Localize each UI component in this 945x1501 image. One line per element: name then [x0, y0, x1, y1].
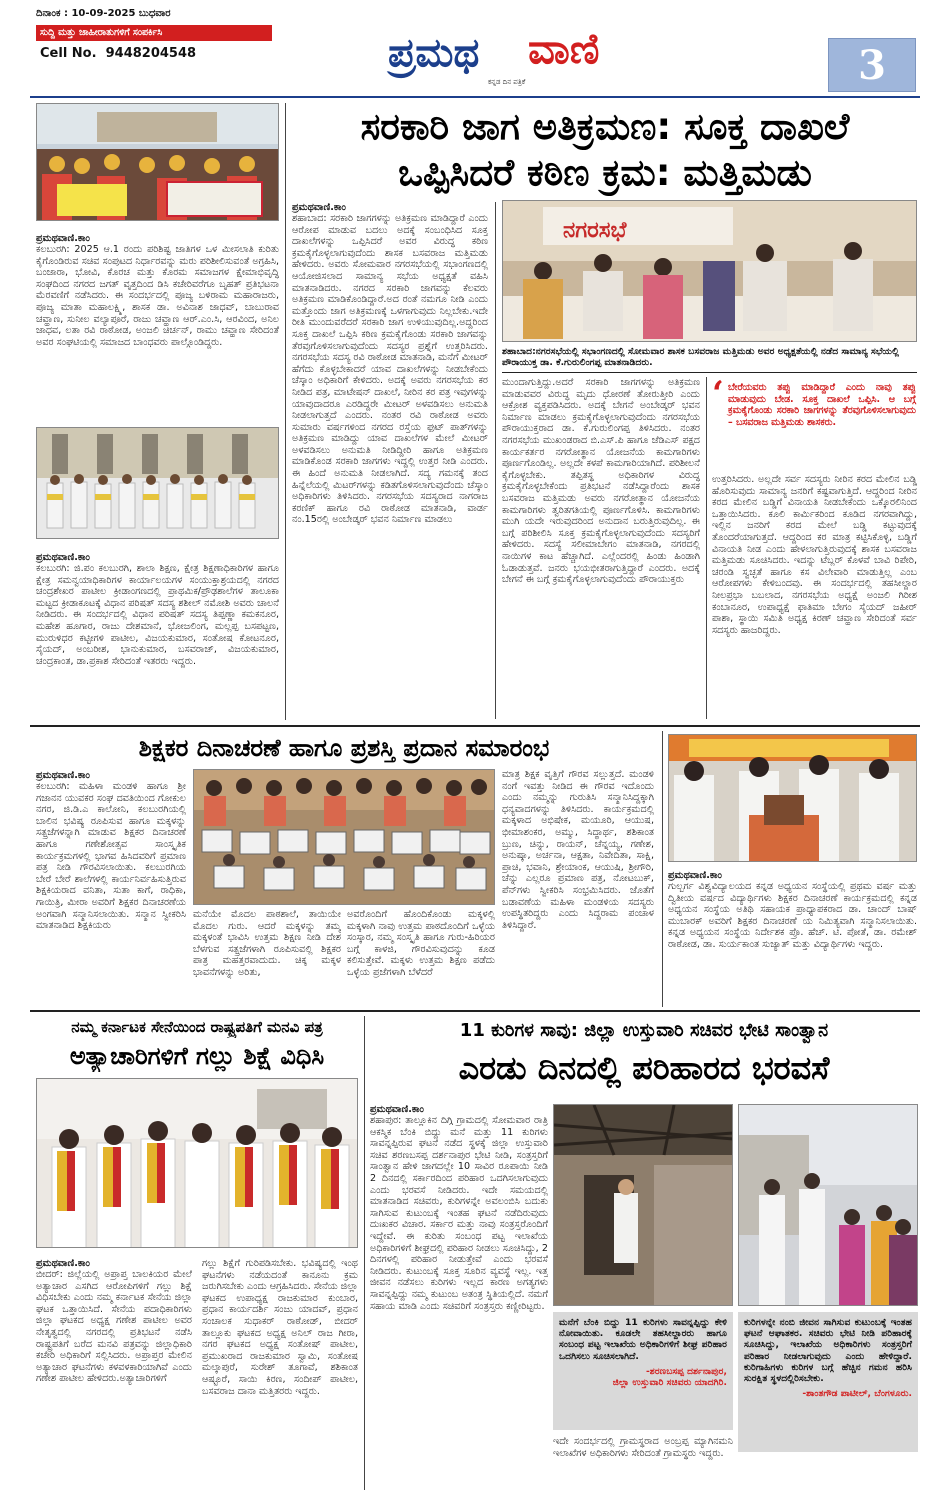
sheep-story-tail [553, 1436, 733, 1482]
column-divider [662, 731, 663, 1007]
article-body: ಮನೆಯೇ ಮೊದಲ ಪಾಠಶಾಲೆ, ತಾಯಿಯೇ ಮೊದಲ ಗುರು. ಆದರೆ ಮಕ್ಕಳನ್ನು ತಮ್ಮ ಮಕ್ಕಳಂತೆ ಭಾವಿಸಿ ಉತ್ತಮ ಶಿಕ್ಷಣ ನೀಡಿ ದೇಶ ಬೆಳಗುವ ಸತ್ಪ್ರಜೆಗಳಾಗಿ ರೂಪಿಸುವಲ್ಲಿ ಶಿಕ್ಷಕರ ಪಾತ್ರ ಮಹತ್ತರವಾದುದು. ಚಿಕ್ಕ ಮಕ್ಕಳ ಭಾವನೆಗಳನ್ನು ಅರಿತು, [193, 909, 341, 978]
byline: ಪ್ರಮಥವಾಣಿ.ಕಾಂ [36, 770, 90, 781]
article-body: ಕಲಬುರಗಿ: 2025 ಆ.1 ರಂದು ಪರಿಶಿಷ್ಟ ಜಾತಿಗಳ ಒಳ ಮೀಸಲಾತಿ ಕುರಿತು ಕೈಗೊಂಡಿರುವ ಸಚಿವ ಸಂಪುಟದ ನಿರ್ಧಾರವನ್ನು ಮರು ಪರಿಶೀಲಿಸುವಂತೆ ಅಗ್ರಹಿಸಿ, ಬಂಜಾರಾ, ಭೋವಿ, ಕೊರಚ ಮತ್ತು ಕೊರಮ ಸಮಾಜಗಳ ಕ್ಷೇಮಾಭಿವೃದ್ಧಿ ಸಂಘದಿಂದ ನಗರದ ಜಗತ್ ವೃತ್ತದಿಂದ ಡಿಸಿ ಕಚೇರಿವರೆಗೂ ಬೃಹತ್ ಪ್ರತಿಭಟನಾ ಮೆರವಣಿಗೆ ನಡೆಸಿದರು. ಈ ಸಂದರ್ಭದಲ್ಲಿ ಪೂಜ್ಯ ಬಳಿರಾಮ ಮಹಾರಾಜರು, ಪೂಜ್ಯ ಮಾತಾ ಮಹಾಲಕ್ಷ್ಮಿ, ಶಾಸಕ ಡಾ. ಅವಿನಾಶ ಜಾಧವ್, ಬಾಬುರಾವ ಚವ್ಹಾಣ, ಸುನೀಲ ವಲ್ಯಾಪೂರೆ, ರಾಜು ಚವ್ಹಾಣ ಆರ್.ಎಂ.ಸಿ, ಆರವಿಂದ, ಅನಿಲ ಜಾಧವ, ಲತಾ ರವಿ ರಾಠೋಡ, ಅಂಜಲಿ ಚಿರ್ಚನ್, ರಾಮು ಚವ್ಹಾಣ ಸೇರಿದಂತೆ ಅವರ ಸಂಘಟಿಯಲ್ಲಿ ಸಮಾಜದ ಬಾಂಧವರು ಪಾಲ್ಗೊಂಡಿದ್ದರು. [36, 244, 279, 348]
sheep-story-body [370, 1104, 548, 1453]
column-divider [706, 377, 707, 719]
quote-mark-icon: ‘ [712, 374, 724, 414]
cell-number: Cell No. 9448204548 [40, 46, 197, 61]
teachers-day-headline: ಶಿಕ್ಷಕರ ದಿನಾಚರಣೆ ಹಾಗೂ ಪ್ರಶಸ್ತಿ ಪ್ರದಾನ ಸಮಾರಂಭ [138, 734, 550, 762]
shepherd-quote-box [738, 1312, 918, 1452]
sene-headline: ಅತ್ಯಾಚಾರಿಗಳಿಗೆ ಗಲ್ಲು ಶಿಕ್ಷೆ ವಿಧಿಸಿ [69, 1042, 325, 1070]
minister-quote-box [553, 1312, 733, 1430]
article-body: ಶಹಾಪುರ: ತಾಲ್ಲೂಕಿನ ದಿಗ್ಗಿ ಗ್ರಾಮದಲ್ಲಿ ಸೋಮವಾರ ರಾತ್ರಿ ಆಕಸ್ಮಿಕ ಬೆಂಕಿ ಬಿದ್ದು ಮನೆ ಮತ್ತು 11 ಕುರಿಗಳು ಸಾವನ್ನಪ್ಪಿರುವ ಘಟನೆ ನಡೆದ ಸ್ಥಳಕ್ಕೆ ಜಿಲ್ಲಾ ಉಸ್ತುವಾರಿ ಸಚಿವ ಶರಣಬಸಪ್ಪ ದರ್ಶನಾಪುರ ಭೇಟಿ ನೀಡಿ, ಸಂತ್ರಸ್ತರಿಗೆ ಸಾಂತ್ವಾನ ಹೇಳಿ ಜಾಗದಲ್ಲೇ 10 ಸಾವಿರ ರೂಪಾಯಿ ನೀಡಿ 2 ದಿನದಲ್ಲಿ ಸರ್ಕಾರದಿಂದ ಪರಿಹಾರ ಒದಗಿಸಲಾಗುವುದು ಎಂದು ಭರವಸೆ ನೀಡಿದರು. ಇದೇ ಸಮಯದಲ್ಲಿ ಮಾತನಾಡಿದ ಸಚಿವರು, ಕುರಿಗಳನ್ನೇ ಅವಲಂಬಿಸಿ ಬದುಕು ಸಾಗಿಸುವ ಕುಟುಂಬಕ್ಕೆ ಇಂತಹ ಘಟನೆ ನಡೆದಿರುವುದು ದುಃಖಕರ ವಿಚಾರ. ಸರ್ಕಾರ ಮತ್ತು ನಾವು ಸಂತ್ರಸ್ತರೊಂದಿಗೆ ಇದ್ದೇವೆ. ಈ ಕುರಿತು ಸಂಬಂಧ ಪಟ್ಟ ಇಲಾಖೆಯ ಅಧಿಕಾರಿಗಳಿಗೆ ಶೀಘ್ರದಲ್ಲಿ ಪರಿಹಾರ ನೀಡಲು ಸೂಚಿಸಿದ್ದು, 2 ದಿನಗಳಲ್ಲಿ ಪರಿಹಾರ ನೀಡುತ್ತೇವೆ ಎಂದು ಭರವಸೆ ನೀಡಿದರು. ಕುಟುಂಬಕ್ಕೆ ಸೂಕ್ತ ಸೂರಿನ ವ್ಯವಸ್ಥೆ ಇಲ್ಲ. ಇತ್ತ ಜೀವನ ನಡೆಸಲು ಕುರಿಗಳು ಇಲ್ಲದ ಕಾರಣ ಅಗತ್ಯಗಳು ಸಾವನ್ನಪ್ಪಿದ್ದು ನಮ್ಮ ಕುಟುಂಬ ಅತಂತ್ರ ಸ್ಥಿತಿಯಲ್ಲಿದೆ. ನಮಗೆ ಸಹಾಯ ಮಾಡಿ ಎಂದು ಸಚಿವರಿಗೆ ಸಂತ್ರಸ್ತರು ಕಣ್ಣೀರಿಟ್ಟರು. [370, 1115, 548, 1312]
byline: ಪ್ರಮಥವಾಣಿ.ಕಾಂ [370, 1104, 424, 1115]
page-number-box [828, 38, 916, 92]
lead-headline-line1: ಸರಕಾರಿ ಜಾಗ ಅತಿಕ್ರಮಣ: ಸೂಕ್ತ ದಾಖಲೆ [360, 105, 850, 148]
shepherd-quote-text: ಕುರಿಗಳನ್ನೇ ನಂಬಿ ಜೀವನ ಸಾಗಿಸುವ ಕುಟುಂಬಕ್ಕೆ ಇಂತಹ ಘಟನೆ ಆಘಾತಕರ. ಸಚಿವರು ಭೇಟಿ ನೀಡಿ ಪರಿಹಾರಕ್ಕೆ ಸೂಚಿಸಿದ್ದು, ಇಲಾಖೆಯ ಅಧಿಕಾರಿಗಳು ಸಂತ್ರಸ್ತರಿಗೆ ಪರಿಹಾರ ನೀಡಲಾಗುವುದು ಎಂದು ಹೇಳಿದ್ದಾರೆ. ಕುರಿಗಾಹಿಗಳು ಕುರಿಗಳ ಬಗ್ಗೆ ಹೆಚ್ಚಿನ ಗಮನ ಹರಿಸಿ ಸುರಕ್ಷಿತ ಸ್ಥಳದಲ್ಲಿರಿಸಬೇಕು. [744, 1317, 912, 1385]
article-body: ಮುಂದಾಗುತ್ತಿದ್ದು.ಅದರೆ ಸರಕಾರಿ ಜಾಗಗಳನ್ನು ಅತಿಕ್ರಮಣ ಮಾಡುವವರ ವಿರುದ್ಧ ಮೃದು ಧೋರಣೆ ತೋರುತ್ತೀರಿ ಎಂದು ಆಕ್ರೋಶ ವ್ಯಕ್ತಪಡಿಸಿದರು. ಅದಕ್ಕೆ ಬೇಗನೆ ಅಂಬೇಡ್ಕರ್ ಭವನ ನಿರ್ಮಾಣ ಮಾಡಲು ಕ್ರಮಕೈಗೊಳ್ಳಲಾಗುವುದೆಂದು ನಗರಸಭೆಯ ಪೌರಾಯುಕ್ತರಾದ ಡಾ. ಕೆ.ಗುರುಲಿಂಗಪ್ಪ ತಿಳಿಸಿದರು. ನಂತರ ನಗರಸಭೆಯ ಮುಖಂಡರಾದ ಬಿ.ಎಸ್.ಪಿ ಹಾಗೂ ಜೆಡಿಎಸ್ ಪಕ್ಷದ ಕಾರ್ಯಕರ್ತರ ನಗರೋತ್ಥಾನ ಯೋಜನೆಯ ಕಾಮಗಾರಿಗಳು ಪೂರ್ಣಗೊಂಡಿಲ್ಲ. ಅಲ್ಲದೇ ಕಳಪೆ ಕಾಮಗಾರಿಯಾಗಿದೆ. ಪರಿಶೀಲನೆ ಕೈಗೊಳ್ಳಬೇಕು. ತಪ್ಪಿತಸ್ಥ ಅಧಿಕಾರಿಗಳ ವಿರುದ್ಧ ಕ್ರಮಕೈಗೊಳ್ಳಬೇಕೆಂದು ಪ್ರತಿಭಟನೆ ನಡೆಸಿದ್ದಾರೆಂದು ಶಾಸಕ ಬಸವರಾಜ ಮತ್ತಿಮಡು ಅವರು ನಗರೋತ್ಥಾನ ಯೋಜನೆಯ ಕಾಮಗಾರಿಗಳು ತ್ವರಿತಗತಿಯಲ್ಲಿ ಪೂರ್ಣಗೊಳಿಸಿ. ಕಾಮಗಾರಿಗಳು ಮುಗಿ ಯದೇ ಇರುವುದರಿಂದ ಅನುದಾನ ಬರುತ್ತಿರುವುದಿಲ್ಲ. ಈ ಬಗ್ಗೆ ಪರಿಶೀಲಿಸಿ ಸೂಕ್ತ ಕ್ರಮಕೈಗೊಳ್ಳಲಾಗುವುದೆಂದು ಸದಸ್ಯರಿಗೆ ಹೇಳಿದರು. ಸದಸ್ಯೆ ಸಲೀಮಾಬೇಗಂ ಮಾತನಾಡಿ, ನಗರದಲ್ಲಿ ನಾಯಿಗಳ ಕಾಟ ಹೆಚ್ಚಾಗಿದೆ. ಎಲ್ಲೆಂದರಲ್ಲಿ ಹಿಂಡು ಹಿಂಡಾಗಿ ಓಡಾಡುತ್ತವೆ. ಜನರು ಭಯಭೀತರಾಗುತ್ತಿದ್ದಾರೆ ಎಂದರು. ಅದಕ್ಕೆ ಬೇಗನೆ ಈ ಬಗ್ಗೆ ಕ್ರಮಕೈಗೊಳ್ಳಲಾಗುವುದೆಂದು ಪೌರಾಯುಕ್ತರು [502, 377, 700, 586]
ad-contact-banner: ಸುದ್ದಿ ಮತ್ತು ಜಾಹೀರಾತುಗಳಿಗೆ ಸಂಪರ್ಕಿಸಿ [36, 25, 272, 41]
article-body: ಉತ್ತರಿಸಿದರು. ಅಲ್ಲದೇ ಸರ್ವ ಸದಸ್ಯರು ನೀರಿನ ಕರದ ಮೇಲಿನ ಬಡ್ಡಿ ಹೊರಿಸುವುದು ಸಾಮಾನ್ಯ ಜನರಿಗೆ ಕಷ್ಟವಾಗುತ್ತಿದೆ. ಆದ್ದರಿಂದ ನೀರಿನ ಕರದ ಮೇಲಿನ ಬಡ್ಡಿಗೆ ವಿನಾಯತಿ ನೀಡಬೇಕೆಂದು ಒಕ್ಕೊರಲಿನಿಂದ ಒತ್ತಾಯಿಸಿದರು. ಕೂಲಿ ಕಾರ್ಮಿಕರಿಂದ ಕೂಡಿದ ನಗರವಾಗಿದ್ದು, ಇಲ್ಲಿನ ಜನರಿಗೆ ಕರದ ಮೇಲೆ ಬಡ್ಡಿ ಕಟ್ಟುವುದಕ್ಕೆ ತೊಂದರೆಯಾಗುತ್ತದೆ. ಆದ್ದರಿಂದ ಕರ ಮಾತ್ರ ಕಟ್ಟಿಸಿಕೊಳ್ಳಿ, ಬಡ್ಡಿಗೆ ವಿನಾಯತಿ ನೀಡ ಎಂದು ಹೇಳಲಾಗುತ್ತಿರುವುದಕ್ಕೆ ಶಾಸಕ ಬಸವರಾಜ ಮತ್ತಿಮಡು ಸೂಚಿಸಿದರು. ಇದನ್ನು ಟೆಬ್ಲರ್ ಕೊಳವೆ ಬಾವಿ ರಿಪೇರಿ, ಚರಂಡಿ ಸ್ವಚ್ಛತೆ ಹಾಗೂ ಕಸ ವಿಲೇವಾರಿ ಮಾಡುತ್ತಿಲ್ಲ ಎಂಬ ಆರೋಪಗಳು ಕೇಳಿಬಂದವು. ಈ ಸಂದರ್ಭದಲ್ಲಿ ತಹಸೀಲ್ದಾರ ನೀಲಪ್ರಭಾ ಬಬಲಾದ, ನಗರಸಭೆಯ ಅಧ್ಯಕ್ಷೆ ಅಂಜಲಿ ಗಿರೀಶ ಕಂಬಾನೂರ, ಉಪಾಧ್ಯಕ್ಷೆ ಫಾತಿಮಾ ಬೇಗಂ ಸೈಯದ್ ಜಹೀರ್ ಪಾಶಾ, ಸ್ಥಾಯಿ ಸಮಿತಿ ಅಧ್ಯಕ್ಷ ಕಿರಣ್ ಚವ್ಹಾಣ ಸೇರಿದಂತೆ ಸರ್ವ ಸದಸ್ಯರು ಹಾಜರಿದ್ದರು. [712, 474, 917, 636]
teachers-story-col3 [502, 769, 654, 1005]
byline: ಪ್ರಮಥವಾಣಿ.ಕಾಂ [668, 870, 722, 881]
article-body: ಅವರೊಂದಿಗೆ ಹೊಂದಿಕೊಂಡು ಮಕ್ಕಳಲ್ಲಿ ಮಕ್ಕಳಾಗಿ ನಾವು ಉತ್ತಮ ಪಾಠದೊಂದಿಗೆ ಒಳ್ಳೆಯ ಸಂಸ್ಕಾರ, ನಮ್ಮ ಸಂಸ್ಕೃತಿ ಹಾಗೂ ಗುರು-ಹಿರಿಯರ ಬಗ್ಗೆ ಕಾಳಜಿ, ಗೌರವಿಸುವುದನ್ನು ಕೂಡ ಕಲಿಸುತ್ತೇವೆ. ಮಕ್ಕಳು ಉತ್ತಮ ಶಿಕ್ಷಣ ಪಡೆದು ಒಳ್ಳೆಯ ಪ್ರಜೆಗಳಾಗಿ ಬೆಳೆದರೆ [347, 909, 495, 978]
minister-quote-text: ಮನೆಗೆ ಬೆಂಕಿ ಬಿದ್ದು 11 ಕುರಿಗಳು ಸಾವನ್ನಪ್ಪಿದ್ದು ಕೇಳಿ ನೋವಾಯಿತು. ಕೂಡಲೇ ತಹಸೀಲ್ದಾರರು ಹಾಗೂ ಸಂಬಂಧ ಪಟ್ಟ ಇಲಾಖೆಯ ಅಧಿಕಾರಿಗಳಿಗೆ ಶೀಘ್ರ ಪರಿಹಾರ ಒದಗಿಸಲು ಸೂಚಿಸಲಾಗಿದೆ. [559, 1317, 727, 1362]
lead-headline-line2: ಒಪ್ಪಿಸಿದರೆ ಕಠಿಣ ಕ್ರಮ: ಮತ್ತಿಮಡು [398, 151, 812, 194]
masthead [0, 0, 945, 98]
byline: ಪ್ರಮಥವಾಣಿ.ಕಾಂ [36, 552, 90, 563]
sign-text: ನಗರಸಭೆ [563, 218, 627, 243]
sene-kicker: ನಮ್ಮ ಕರ್ನಾಟಕ ಸೇನೆಯಿಂದ ರಾಷ್ಟ್ರಪತಿಗೆ ಮನವಿ ಪತ್ರ [71, 1018, 323, 1036]
masthead-rule [30, 96, 920, 98]
sports-meet-photo [36, 427, 279, 539]
pull-quote-text: ಬೇರೆಯವರು ತಪ್ಪು ಮಾಡಿದ್ದಾರೆ ಎಂದು ನಾವು ತಪ್ಪು ಮಾಡುವುದು ಬೇಡ. ಸೂಕ್ತ ದಾಖಲೆ ಒಪ್ಪಿಸಿ. ಆ ಬಗ್ಗೆ ಕ್ರಮಕೈಗೊಂಡು ಸರಕಾರಿ ಜಾಗಗಳನ್ನು ತೆರವುಗೊಳಿಸಲಾಗುವುದು – ಬಸವರಾಜ ಮತ್ತಿಮಡು ಶಾಸಕರು. [728, 382, 916, 428]
teachers-story-col2b [347, 909, 495, 1005]
protest-march-photo [36, 103, 279, 221]
story-protest [36, 233, 279, 422]
page-number: 3 [858, 42, 886, 89]
lead-story-col2 [502, 377, 700, 719]
council-meeting-photo [502, 200, 917, 342]
lead-story-col1 [292, 202, 488, 718]
teachers-story-col2 [193, 909, 341, 1005]
caption-rule [502, 372, 917, 373]
byline: ಪ್ರಮಥವಾಣಿ.ಕಾಂ [36, 1258, 90, 1269]
story-sports [36, 552, 279, 715]
section-rule [30, 725, 920, 727]
lead-photo-caption: ಶಹಾಬಾದ:ನಗರಸಭೆಯಲ್ಲಿ ಸಭಾಂಗಣದಲ್ಲಿ ಸೋಮವಾರ ಶಾಸಕ ಬಸವರಾಜ ಮತ್ತಿಮಡು ಅವರ ಅಧ್ಯಕ್ಷತೆಯಲ್ಲಿ ನಡೆದ ಸಾಮಾನ್ಯ ಸಭೆಯಲ್ಲಿ ಪೌರಾಯುಕ್ತ ಡಾ. ಕೆ.ಗುರುಲಿಂಗಪ್ಪ ಮಾತನಾಡಿದರು. [502, 346, 900, 368]
issue-date: ದಿನಾಂಕ : 10-09-2025 ಬುಧವಾರ [36, 8, 171, 19]
memorandum-submission-photo [36, 1078, 358, 1248]
pull-quote [712, 374, 917, 466]
article-body: ಗಲ್ಲು ಶಿಕ್ಷೆಗೆ ಗುರಿಪಡಿಸಬೇಕು. ಭವಿಷ್ಯದಲ್ಲಿ ಇಂಥ ಘಟನೆಗಳು ನಡೆಯದಂತೆ ಕಾನೂನು ಕ್ರಮ ಜರುಗಿಸಬೇಕು ಎಂದು ಆಗ್ರಹಿಸಿದರು. ಸೇನೆಯ ಜಿಲ್ಲಾ ಘಟಕದ ಉಪಾಧ್ಯಕ್ಷ ರಾಜಕುಮಾರ ಕುಂಬಾರ, ಪ್ರಧಾನ ಕಾರ್ಯದರ್ಶಿ ಸಂಜು ಯಾದವ್, ಪ್ರಧಾನ ಸಂಚಾಲಕ ಸುಧಾಕರ್ ರಾಠೋಡ್, ಬೀದರ್ ತಾಲ್ಲೂಕು ಘಟಕದ ಅಧ್ಯಕ್ಷ ಅನಿಲ್ ರಾಜ ಗೀರಾ, ನಗರ ಘಟಕದ ಅಧ್ಯಕ್ಷ ಸಂತೋಷ್ ಪಾಟೀಲ, ಪ್ರಮುಖರಾದ ರಾಜಕುಮಾರ ಸ್ವಾಮಿ, ಸಂತೋಷ ಮಲ್ಕಾಪುರೆ, ಸುರೇಶ್ ತೂಗಾವೆ, ಶಶಿಕಾಂತ ಆಷ್ಟೂರೆ, ಸಾಯಿ ಕಿರಣ, ಸಂದೀಪ್ ಪಾಟೀಲ, ಬಸವರಾಜ ದಾನಾ ಮತ್ತಿತರರು ಇದ್ದರು. [202, 1258, 358, 1397]
minister-designation: ಜಿಲ್ಲಾ ಉಸ್ತುವಾರಿ ಸಚಿವರು ಯಾದಗಿರಿ. [612, 1377, 727, 1389]
newspaper-logo [388, 24, 648, 92]
column-divider [495, 202, 496, 719]
article-body: ಗುಲ್ಬರ್ಗ ವಿಶ್ವವಿದ್ಯಾಲಯದ ಕನ್ನಡ ಅಧ್ಯಯನ ಸಂಸ್ಥೆಯಲ್ಲಿ ಪ್ರಥಮ ವರ್ಷ ಮತ್ತು ದ್ವಿತೀಯ ವರ್ಷದ ವಿದ್ಯಾರ್ಥಿಗಳು ಶಿಕ್ಷಕರ ದಿನಾಚರಣೆ ಕಾರ್ಯಕ್ರಮದಲ್ಲಿ ಕನ್ನಡ ಅಧ್ಯಯನ ಸಂಸ್ಥೆಯ ಅತಿಥಿ ಸಹಾಯಕ ಪ್ರಾಧ್ಯಾಪಕರಾದ ಡಾ. ಚಾಂದ್ ಬಾಷ್ ಮುಬಾರಕ್ ಅವರಿಗೆ ಶಿಕ್ಷಕರ ದಿನಾಚರಣೆ ಯ ನಿಮಿತ್ಯವಾಗಿ ಸನ್ಮಾನಿಸಲಾಯಿತು. ಕನ್ನಡ ಅಧ್ಯಯನ ಸಂಸ್ಥೆಯ ನಿರ್ದೇಶಕ ಪ್ರೊ. ಹೆಚ್. ಟಿ. ಪೋತೆ, ಡಾ. ರಮೇಶ್ ರಾಠೋಡ, ಡಾ. ಸುರ್ಯಕಾಂತ ಸುಜ್ಯಾತ್ ಮತ್ತು ವಿದ್ಯಾರ್ಥಿಗಳು ಇದ್ದರು. [668, 881, 917, 950]
logo-left-text: ಪ್ರಮಥ [388, 30, 480, 76]
burnt-house-photo [553, 1104, 733, 1306]
article-body: ಬೀದರ್: ಜಿಲ್ಲೆಯಲ್ಲಿ ಅಪ್ರಾಪ್ತ ಬಾಲಕಿಯರ ಮೇಲೆ ಅತ್ಯಾಚಾರ ಎಸಗಿದ ಆರೋಪಿಗಳಿಗೆ ಗಲ್ಲು ಶಿಕ್ಷೆ ವಿಧಿಸಬೇಕು ಎಂದು ನಮ್ಮ ಕರ್ನಾಟಕ ಸೇನೆಯ ಜಿಲ್ಲಾ ಘಟಕ ಒತ್ತಾಯಿಸಿದೆ. ಸೇನೆಯ ಪದಾಧಿಕಾರಿಗಳು ಜಿಲ್ಲಾ ಘಟಕದ ಅಧ್ಯಕ್ಷ ಗಣೇಶ ಪಾಟೀಲ ಅವರ ನೇತೃತ್ವದಲ್ಲಿ ನಗರದಲ್ಲಿ ಪ್ರತಿಭಟನೆ ನಡೆಸಿ ರಾಷ್ಟ್ರಪತಿಗೆ ಬರೆದ ಮನವಿ ಪತ್ರವನ್ನು ಜಿಲ್ಲಾಧಿಕಾರಿ ಕಚೇರಿ ಅಧಿಕಾರಿಗೆ ಸಲ್ಲಿಸಿದರು. ಅಪ್ರಾಪ್ತರ ಮೇಲಿನ ಅತ್ಯಾಚಾರ ಘಟನೆಗಳು ಕಳವಳಕಾರಿಯಾಗಿವೆ ಎಂದು ಗಣೇಶ ಪಾಟೀಲ ಹೇಳಿದರು.ಅತ್ಯಾಚಾರಿಗಳಿಗೆ [36, 1269, 192, 1385]
students-certificates-photo [193, 769, 495, 905]
article-body: ಶಹಾಬಾದ: ಸರಕಾರಿ ಜಾಗಗಳನ್ನು ಅತಿಕ್ರಮಣ ಮಾಡಿದ್ದಾರೆ ಎಂದು ಆರೋಪ ಮಾಡುವ ಬದಲು ಅದಕ್ಕೆ ಸಂಬಂಧಿಸಿದ ಸೂಕ್ತ ದಾಖಲೆಗಳನ್ನು ಒಪ್ಪಿಸಿದರೆ ಅವರ ವಿರುದ್ಧ ಕಠಿಣ ಕ್ರಮಕೈಗೊಳ್ಳಲಾಗುವುದೆಂದು ಶಾಸಕ ಬಸವರಾಜ ಮತ್ತಿಮಡು ಹೇಳಿದರು. ಅವರು ಸೋಮವಾರ ನಗರಸಭೆಯಲ್ಲಿ ಸಭಾಂಗಣದಲ್ಲಿ ಆಯೋಜಿಸಲಾದ ಸಾಮಾನ್ಯ ಸಭೆಯ ಅಧ್ಯಕ್ಷತೆ ವಹಿಸಿ ಮಾತನಾಡಿದರು. ನಗರದ ಸರಕಾರಿ ಜಾಗವನ್ನು ಕೆಲವರು ಅತಿಕ್ರಮಣ ಮಾಡಿಕೊಂಡಿದ್ದಾರೆ.ಅದ ರಂತೆ ನಮಗೂ ನೀಡಿ ಎಂದು ಮತ್ತೊಂದು ಜಾಗ ಅತಿಕ್ರಮಣಕ್ಕೆ ಒಳಗಾಗುವುದು ನಿಲ್ಲಬೇಕು.ಇದೇ ರೀತಿ ಮುಂದುವರೆದರೆ ಸರಕಾರಿ ಜಾಗ ಉಳಿಯುವುದಿಲ್ಲ.ಅದ್ದರಿಂದ ಸೂಕ್ತ ದಾಖಲೆ ಒಪ್ಪಿಸಿ ಕಠಿಣ ಕ್ರಮಕೈಗೊಂಡು ಸರಕಾರಿ ಜಾಗವನ್ನು ತೆರವುಗೊಳಿಸಲಾಗುವುದೆಂದು ಸದಸ್ಯರ ಪ್ರಶ್ನೆಗೆ ಉತ್ತರಿಸಿದರು. ನಗರಸಭೆಯ ಸದಸ್ಯ ರವಿ ರಾಠೋಡ ಮಾತನಾಡಿ, ಮನೆಗೆ ಮೀಟರ್ ಹೆಗೆದು ಕೊಳ್ಳಬೇಕಾದರೆ ಯಾವ ದಾಖಲೆಗಳನ್ನು ನೀಡಬೇಕೆಂದು ಚೆಸ್ಕಾಂ ಅಧಿಕಾರಿಗೆ ಕೇಳಿದರು. ಅದಕ್ಕೆ ಅವರು ನಗರಸಭೆಯ ಕರ ನೀಡಿದ ಪತ್ರ, ಮಾಟೇಷನ್ ದಾಖಲೆ, ನೀರಿನ ಕರ ಪತ್ರ ಇವುಗಳನ್ನು ಯಾವುದಾದರೂ ಎರಡಿದ್ದರೇ ಮೀಟರ್ ಅಳವಡಿಸಲು ಅನುಮತಿ ನೀಡಲಾಗುತ್ತದೆ ಎಂದರು. ನಂತರ ರವಿ ರಾಠೋಡ ಅವರು ಸುಮಾರು ವರ್ಷಗಳಿಂದ ನಗರದ ರಸ್ತೆಯ ಫುಟ್ ಪಾತ್‌ಗಳನ್ನು ಅತಿಕ್ರಮಣ ಮಾಡಿದ್ದು ಯಾವ ದಾಖಲೆಗಳ ಮೇಲೆ ಮೀಟರ್ ಅಳವಡಿಸಲು ಅನುಮತಿ ನೀಡಿದ್ದೀರಿ ಹಾಗೂ ಅತಿಕ್ರಮಣ ಮಾಡಿಕೊಂಡ ಸರಕಾರಿ ಜಾಗಗಳು ಇದ್ದಲ್ಲಿ ಉತ್ತರ ನೀಡಿ ಎಂದರು. ಈ ಹಿಂದೆ ಅನುಮತಿ ನೀಡಲಾಗಿದೆ. ಸದ್ಯ ಗಮನಕ್ಕೆ ತಂದ ಹಿನ್ನೆಲೆಯಲ್ಲಿ ಮಿಟರ್‌ಗಳನ್ನು ಕಡಿತಗೊಳಿಸಲಾಗುವುದೆಂದು ಚೆಸ್ಕಾಂ ಅಧಿಕಾರಿಗಳು ತಿಳಿಸಿದರು. ನಗರಸಭೆಯ ಸದಸ್ಯರಾದ ನಾಗರಾಜ ಕರಣಿಕ್ ಹಾಗೂ ರವಿ ರಾಠೋಡ ಮಾತನಾಡಿ, ವಾರ್ಡ ನಂ.15ರಲ್ಲಿ ಅಂಬೇಡ್ಕರ್ ಭವನ ನಿರ್ಮಾಣ ಮಾಡಲು [292, 213, 488, 526]
section-rule [30, 1010, 920, 1012]
sene-story-col2 [202, 1258, 358, 1488]
logo-right-text: ವಾಣಿ [528, 24, 600, 73]
byline: ಪ್ರಮಥವಾಣಿ.ಕಾಂ [36, 233, 90, 244]
teachers-story-col1 [36, 770, 186, 1016]
story-university [668, 870, 917, 1005]
article-body: ಮಾತ್ರ ಶಿಕ್ಷಕ ವೃತ್ತಿಗೆ ಗೌರವ ಸಲ್ಲುತ್ತದೆ. ಮಂಡಳಿ ನಂಗೆ ಇವತ್ತು ನೀಡಿದ ಈ ಗೌರವ ಇದೊಂದು ಎಂದು ನಮ್ಮನ್ನು ಗುರುತಿಸಿ ಸನ್ಮಾನಿಸಿದ್ದಕ್ಕಾಗಿ ಧನ್ಯವಾದಗಳನ್ನು ತಿಳಿಸಿದರು. ಕಾರ್ಯಕ್ರಮದಲ್ಲಿ ಮಕ್ಕಳಾದ ಅಭಿಷೇಕ, ಮಯೂರಿ, ಆಯುಷ, ಭೀಮಾಶಂಕರ, ಅಮ್ಮು, ಸಿದ್ಧಾರ್ಥ, ಶಶಿಕಾಂತ ಬ್ರುಣ, ಚಿನ್ನು, ರಾಯನ್, ಚೆನ್ನಯ್ಯ, ಗಣೇಶ, ಅನುಷ್ಕಾ, ಅರ್ಚನಾ, ಆಕ್ಷತಾ, ನಿವೇದಿತಾ, ಸಾಕ್ಷಿ, ಪ್ರಾಚಿ, ಭವಾನಿ, ಶ್ರೇಯಾಂಕ, ಆಯುಷಿ, ಶ್ರೀಗೌರಿ, ಚೆನ್ನು ಎಲ್ಲರೂ ಪ್ರಮಾಣ ಪತ್ರ, ನೋಟಬುಕ್, ಪೆನ್‌ಗಳು ಸ್ವೀಕರಿಸಿ ಸಂಭ್ರಮಿಸಿದರು. ಜೊತೆಗೆ ಬಡಾವಣೆಯ ಮಹಿಳಾ ಮಂಡಳಿಯ ಸದಸ್ಯರು ಉಪಸ್ಥಿತರಿದ್ದರು ಎಂದು ಸಿದ್ದರಾಮ ಪಂಚಾಳ ತಿಳಿಸಿದ್ದಾರೆ. [502, 769, 654, 931]
lead-story-col3 [712, 474, 917, 719]
logo-tagline: ಕನ್ನಡ ದಿನ ಪತ್ರಿಕೆ [488, 78, 526, 86]
sheep-kicker: 11 ಕುರಿಗಳ ಸಾವು: ಜಿಲ್ಲಾ ಉಸ್ತುವಾರಿ ಸಚಿವರ ಭೇಟಿ ಸಾಂತ್ವಾನ [459, 1020, 829, 1041]
minister-visit-photo [738, 1104, 918, 1306]
column-divider [285, 103, 286, 720]
sheep-headline: ಎರಡು ದಿನದಲ್ಲಿ ಪರಿಹಾರದ ಭರವಸೆ [458, 1049, 830, 1087]
article-body: ಕಲಬುರಗಿ: ಮಹಿಳಾ ಮಂಡಳಿ ಹಾಗೂ ಶ್ರೀ ಗಜಾನನ ಯುವಕರ ಸಂಘ ದವತಿಯಿಂದ ಗೋಕುಲ ನಗರ, ಜಿ.ಡಿ.ಎ ಕಾಲೋನಿ, ಕಲಬುರಗಿಯಲ್ಲಿ ಬಾಲಿನ ಭವಿಷ್ಯ ರೂಪಿಸುವ ಹಾಗೂ ಮಕ್ಕಳನ್ನು ಸತ್ಪ್ರಜೆಗಳನ್ನಾಗಿ ಮಾಡುವ ಶಿಕ್ಷಕರ ದಿನಾಚರಣೆ ಹಾಗೂ ಗಣೇಶೋತ್ಸವ ಸಾಂಸ್ಕೃತಿಕ ಕಾರ್ಯಕ್ರಮಗಳಲ್ಲಿ ಭಾಗವ ಹಿಸಿದವರಿಗೆ ಪ್ರಮಾಣ ಪತ್ರ ನೀಡಿ ಗೌರವಿಸಲಾಯಿತು. ಕಲಬುರಗಿಯ ಬೇರೆ ಬೇರೆ ಶಾಲೆಗಳಲ್ಲಿ ಕಾರ್ಯನಿರ್ವಹಿಸುತ್ತಿರುವ ಶಿಕ್ಷಕಿಯರಾದ ವನಿತಾ, ಸುತಾ ಕಾಗೆ, ರಾಧಿಕಾ, ಗಾಯಿತ್ರಿ, ಮೀರಾ ಅವರಿಗೆ ಶಿಕ್ಷಕರ ದಿನಾಚರಣೆಯ ಅಂಗವಾಗಿ ಸನ್ಮಾನಿಸಲಾಯಿತು. ಸನ್ಮಾನ ಸ್ವೀಕರಿಸಿ ಮಾತನಾಡಿದ ಶಿಕ್ಷಕಿಯರು [36, 781, 186, 932]
shepherd-signature: -ಶಾಂತಗೌಡ ಪಾಟೀಲ್, ಬೆಂಗಳೂರು. [802, 1388, 912, 1400]
column-divider [364, 1016, 365, 1490]
article-body: ಇದೇ ಸಂದರ್ಭದಲ್ಲಿ ಗ್ರಾಮಸ್ಥರಾದ ಅಂಬ್ರಪ್ಪ ಮ್ಯಾಗಿನಮನಿ ಇಲಾಖೆಗಳ ಅಧಿಕಾರಿಗಳು ಸೇರಿದಂತೆ ಗ್ರಾಮಸ್ಥರು ಇದ್ದರು. [553, 1436, 733, 1459]
byline: ಪ್ರಮಥವಾಣಿ.ಕಾಂ [292, 202, 346, 213]
sene-story-col1 [36, 1258, 192, 1487]
minister-signature: -ಶರಣಬಸಪ್ಪ ದರ್ಶನಾಪುರ, [645, 1365, 727, 1377]
article-body: ಕಲಬುರಗಿ: ಜಿ.ಪಂ ಕಲಬುರಗಿ, ಶಾಲಾ ಶಿಕ್ಷಣ, ಕ್ಷೇತ್ರ ಶಿಕ್ಷಣಾಧಿಕಾರಿಗಳ ಹಾಗೂ ಕ್ಷೇತ್ರ ಸಮನ್ವಯಾಧಿಕಾರಿಗಳ ಕಾರ್ಯಾಲಯಗಳ ಸಂಯುಕ್ತಾಶ್ರಯದಲ್ಲಿ ನಗರದ ಚಂದ್ರಶೇಖರ ಪಾಟೀಲ ಕ್ರೀಡಾಂಗಣದಲ್ಲಿ ಪ್ರಾಥಮಿಕ/ಪ್ರೌಢಶಾಲೆಗಳ ತಾಲೂಕಾ ಮಟ್ಟದ ಕ್ರೀಡಾಕೂಟಕ್ಕೆ ವಿಧಾನ ಪರಿಷತ್ ಸದಸ್ಯ ಶಶೀಲ್ ನಮೋಶಿ ಅವರು ಚಾಲನೆ ನೀಡಿದರು. ಈ ಸಂದರ್ಭದಲ್ಲಿ ವಿಧಾನ ಪರಿಷತ್ ಸದಸ್ಯ ತಿಪ್ಪಣ್ಣಾ ಕಮಕನೂರ, ಮಹೇಶ ಹೂಗಾರ, ರಾಜು ದೇಶಮಾನೆ, ಭೋಜಲಿಂಗ, ಮಲ್ಲಪ್ಪ ಬಸಪಟ್ಟಣ, ಮುರುಳಿಧರ ಕಟ್ಟೀಗಳಿ ಪಾಟೀಲ, ವಿಜಯಕುಮಾರ, ಸಂತೋಷ ಕೋಟನೂರ, ಸೈಯದ್, ಅಂಬರೀಶ, ಭಾನುಕುಮಾರ, ಬಸವರಾಜ್, ವಿಜಯಕುಮಾರ, ಚಂದ್ರಕಾಂತ, ಡಾ.ಪ್ರಕಾಶ ಸೇರಿದಂತೆ ಇತರರು ಇದ್ದರು. [36, 563, 279, 667]
university-felicitation-photo [668, 734, 917, 862]
